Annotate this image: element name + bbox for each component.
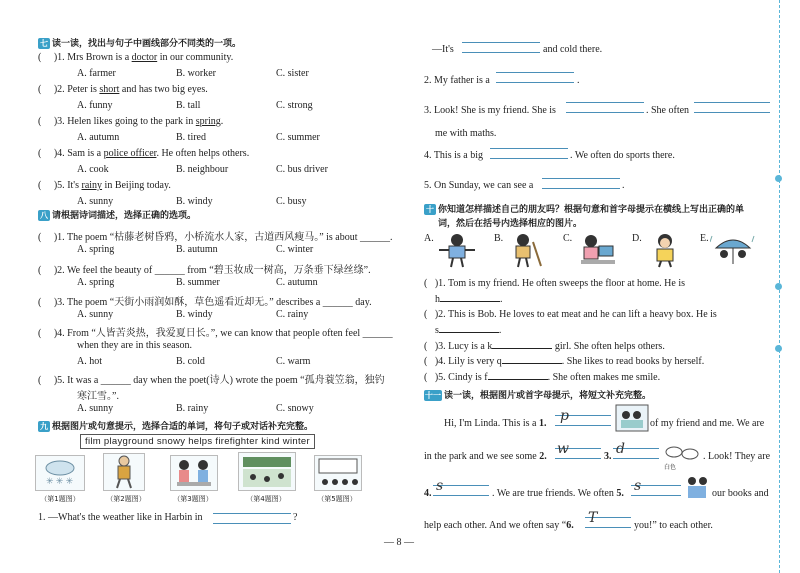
item-text: )4. Lily is very q <box>434 356 502 367</box>
question-text: . He often helps others. <box>156 148 250 159</box>
underlined-word: short <box>99 84 120 95</box>
reading-girl-icon <box>573 232 619 268</box>
question-8-5: ( )5. It was a ______ day when the poet(诗人) wrote the poem “孤舟蓑笠翁，独钓 <box>38 375 385 386</box>
question-text: )1. The poem “枯藤老树昏鸦，小桥流水人家，古道西风瘦马。” is about ______. <box>53 232 393 243</box>
punctuation: . <box>498 325 502 336</box>
question-9-4: 4. This is a big <box>424 150 483 161</box>
punctuation: ? <box>293 512 298 523</box>
answer-paren[interactable]: ( <box>38 148 42 159</box>
question-7-1 <box>38 52 233 63</box>
cinema-icon <box>315 456 361 490</box>
section-10-heading <box>424 202 744 215</box>
picture-helping <box>170 455 218 491</box>
answer-paren[interactable]: ( <box>38 52 42 63</box>
option-c[interactable]: C. strong <box>276 100 313 111</box>
option-c[interactable]: C. autumn <box>276 277 318 288</box>
question-number: )4. <box>53 148 65 159</box>
question-9-2: 2. My father is a <box>424 75 490 86</box>
underlined-word: rainy <box>81 180 103 191</box>
option-c[interactable]: C. bus driver <box>276 164 328 175</box>
picture-label-d: D. <box>632 233 642 244</box>
answer-line[interactable] <box>490 148 568 159</box>
question-text: )4. From “人皆苦炎热，我爱夏日长。”, we can know that people often feel ______ <box>53 328 393 339</box>
question-7-2 <box>38 84 208 95</box>
option-b[interactable]: B. summer <box>176 277 220 288</box>
binding-hole <box>775 345 782 352</box>
sharing-books-icon <box>683 474 711 502</box>
section-11-heading <box>424 388 651 401</box>
page-number: — 8 — <box>384 537 414 548</box>
question-7-4 <box>38 148 249 159</box>
question-9-4-end: . We often do sports there. <box>570 150 675 161</box>
svg-text:✳ ✳ ✳: ✳ ✳ ✳ <box>46 476 74 486</box>
underlined-word: spring <box>195 116 221 127</box>
passage-line-3 <box>492 488 624 499</box>
question-7-3 <box>38 116 223 127</box>
section-title-cont: 词，然后在括号内选择相应的图片。 <box>438 219 583 229</box>
picture-label-a: A. <box>424 233 434 244</box>
two-kids-icon <box>171 456 217 490</box>
question-text: 1. —What's the weather like in Harbin in <box>38 512 203 523</box>
item-10-1: ( )1. Tom is my friend. He often sweeps the floor at home. He is <box>424 278 686 289</box>
option-c[interactable]: C. warm <box>276 356 311 367</box>
section-number: 八 <box>40 211 48 220</box>
hint-letter: w <box>557 441 569 457</box>
answer-blank[interactable] <box>502 363 562 364</box>
passage-text: in the park and we see some <box>424 451 537 462</box>
question-number: )3. <box>53 116 65 127</box>
question-text: Sam is a <box>67 148 104 159</box>
passage-text: Hi, I'm Linda. This is a <box>444 418 537 429</box>
option-a[interactable]: A. spring <box>77 244 115 255</box>
underlined-word: police officer <box>103 148 157 159</box>
item-text: )3. Lucy is a k <box>434 341 493 352</box>
question-text: )2. We feel the beauty of ______ from “碧玉妆成一树高，万条垂下绿丝绦”. <box>53 265 371 276</box>
option-b[interactable]: B. autumn <box>176 244 218 255</box>
binding-hole <box>775 175 782 182</box>
umbrella-kids-icon <box>710 232 756 268</box>
section-number: 九 <box>40 422 48 431</box>
hint-letter: d <box>616 441 625 457</box>
punctuation: . <box>500 294 503 305</box>
option-a[interactable]: A. autumn <box>77 132 120 143</box>
question-9-3-mid: . She often <box>646 105 690 116</box>
sweeping-boy-icon <box>503 232 549 268</box>
white-ducks-icon <box>662 437 702 465</box>
question-text: and has two big eyes. <box>119 84 208 95</box>
hint-letter: s <box>634 478 642 494</box>
option-b[interactable]: B. rainy <box>176 403 209 414</box>
item-10-4: ( )4. Lily is very q . She likes to read books by herself. <box>424 356 705 367</box>
option-b[interactable]: B. tall <box>176 100 201 111</box>
question-8-3: ( )3. The poem “天街小雨润如酥，草色遥看近却无。” describes a ______ day. <box>38 297 372 308</box>
section-title: 根据图片或句意提示，选择合适的单词，将句子或对话补充完整。 <box>52 422 314 432</box>
strong-boy-icon <box>434 232 480 268</box>
section-7-heading <box>38 36 241 49</box>
question-9-3-end: me with maths. <box>435 128 497 139</box>
first-letter: h <box>435 294 440 305</box>
option-c[interactable]: C. snowy <box>276 403 314 414</box>
option-b[interactable]: B. tired <box>176 132 206 143</box>
option-a[interactable]: A. hot <box>77 356 102 367</box>
punctuation: . <box>622 180 625 191</box>
item-text: girl. She often helps others. <box>554 341 665 352</box>
passage-line-1 <box>444 418 546 429</box>
option-a[interactable]: A. farmer <box>77 68 116 79</box>
item-10-5: ( )5. Cindy is f . She often makes me smile. <box>424 372 661 383</box>
option-c[interactable]: C. rainy <box>276 309 309 320</box>
option-c[interactable]: C. summer <box>276 132 320 143</box>
option-b[interactable]: B. neighbour <box>176 164 229 175</box>
picture-film <box>314 455 362 491</box>
question-number: )1. <box>53 52 65 63</box>
answer-blank[interactable] <box>488 379 548 380</box>
caption-3: （第3题图） <box>173 495 213 503</box>
passage-line-2 <box>424 451 547 462</box>
question-text-cont: when they are in this season. <box>77 340 192 351</box>
passage-line-1-end: of my friend and me. We are <box>650 418 765 429</box>
answer-line[interactable] <box>462 42 540 53</box>
section-8-heading <box>38 208 196 221</box>
question-text: in Beijing today. <box>102 180 171 191</box>
answer-line[interactable] <box>694 102 770 113</box>
section-number: 十一 <box>425 391 441 400</box>
picture-label-b: B. <box>494 233 504 244</box>
question-text: It's <box>67 180 82 191</box>
option-a[interactable]: A. funny <box>77 100 113 111</box>
option-a[interactable]: A. spring <box>77 277 115 288</box>
passage-line-4 <box>424 520 574 531</box>
question-7-5 <box>38 180 171 191</box>
answer-paren[interactable]: ( <box>38 84 42 95</box>
punctuation: . <box>577 75 580 86</box>
picture-label-e: E. <box>700 233 709 244</box>
question-number: )2. <box>53 84 65 95</box>
question-text: )5. It was a ______ day when the poet(诗人) wrote the poem “孤舟蓑笠翁，独钓 <box>53 375 385 386</box>
section-number: 十 <box>426 205 434 214</box>
question-8-1: ( )1. The poem “枯藤老树昏鸦，小桥流水人家，古道西风瘦马。” is about ______. <box>38 232 393 243</box>
playground-icon <box>239 453 295 490</box>
answer-paren[interactable]: ( <box>38 116 42 127</box>
blank-number: 3. <box>604 451 612 462</box>
answer-blank[interactable] <box>439 332 499 333</box>
question-text: . <box>220 116 224 127</box>
option-c[interactable]: C. busy <box>276 196 307 207</box>
blank-number: 1. <box>538 418 547 429</box>
item-10-3: ( )3. Lucy is a k girl. She often helps others. <box>424 341 665 352</box>
caption-5: （第5题图） <box>317 495 357 503</box>
first-letter: s <box>435 325 439 336</box>
question-8-4: ( )4. From “人皆苦炎热，我爱夏日长。”, we can know that people often feel ______ <box>38 328 393 339</box>
item-10-2: ( )2. This is Bob. He loves to eat meat and he can lift a heavy box. He is <box>424 309 717 320</box>
option-c[interactable]: C. sister <box>276 68 309 79</box>
answer-line[interactable] <box>542 178 620 189</box>
snow-cloud-icon <box>36 456 84 490</box>
section-title: 你知道怎样描述自己的朋友吗？根据句意和首字母提示在横线上写出正确的单 <box>438 205 745 215</box>
caption-4: （第4题图） <box>246 495 286 503</box>
passage-line-2-end: . Look! They are <box>703 451 771 462</box>
option-a[interactable]: A. sunny <box>77 403 114 414</box>
section-9-heading <box>38 419 313 432</box>
picture-label-c: C. <box>563 233 573 244</box>
underlined-word: doctor <box>131 52 158 63</box>
photo-icon <box>615 404 649 432</box>
passage-text: . We are true friends. We often <box>492 488 614 499</box>
smiling-girl-icon <box>642 232 688 268</box>
item-text: . She often makes me smile. <box>547 372 661 383</box>
question-text: in our community. <box>157 52 234 63</box>
picture-playground <box>238 452 296 491</box>
picture-firefighter <box>103 453 145 491</box>
reply-9-1-end: and cold there. <box>543 44 603 55</box>
answer-line[interactable] <box>213 513 291 524</box>
passage-line-3-end: our books and <box>712 488 769 499</box>
question-9-1 <box>38 512 203 523</box>
option-a[interactable]: A. sunny <box>77 309 114 320</box>
item-text: )1. Tom is my friend. He often sweeps the floor at home. He is <box>434 278 686 289</box>
answer-blank[interactable] <box>492 348 552 349</box>
picture-snowy-weather <box>35 455 85 491</box>
question-number: )5. <box>53 180 65 191</box>
option-c[interactable]: C. winter <box>276 244 314 255</box>
answer-paren[interactable]: ( <box>38 180 42 191</box>
question-text: )3. The poem “天街小雨润如酥，草色遥看近却无。” describes a ______ day. <box>53 297 372 308</box>
option-b[interactable]: B. cold <box>176 356 205 367</box>
item-10-1-hint <box>435 294 503 305</box>
item-text: . She likes to read books by herself. <box>561 356 705 367</box>
question-8-2: ( )2. We feel the beauty of ______ from “碧玉妆成一树高，万条垂下绿丝绦”. <box>38 265 371 276</box>
question-text: Mrs Brown is a <box>67 52 132 63</box>
caption-2: （第2题图） <box>106 495 146 503</box>
item-text: )2. This is Bob. He loves to eat meat and he can lift a heavy box. He is <box>434 309 717 320</box>
hint-letter: T <box>588 510 598 526</box>
section-title: 读一读，根据图片或首字母提示，将短文补充完整。 <box>444 391 652 401</box>
word-bank: film playground snowy helps firefighter kind winter <box>80 434 315 449</box>
section-title: 读一读，找出与句子中画线部分不同类的一项。 <box>52 39 242 49</box>
option-b[interactable]: B. windy <box>176 309 213 320</box>
option-a[interactable]: A. cook <box>77 164 109 175</box>
blank-number: 4. <box>424 488 432 499</box>
answer-blank[interactable] <box>440 301 500 302</box>
reply-9-1-start: —It's <box>432 44 454 55</box>
option-b[interactable]: B. worker <box>176 68 216 79</box>
question-9-3: 3. Look! She is my friend. She is <box>424 105 556 116</box>
blank-number: 2. <box>539 451 547 462</box>
option-b[interactable]: B. windy <box>176 196 213 207</box>
answer-line[interactable] <box>566 102 644 113</box>
question-text: Helen likes going to the park in <box>67 116 196 127</box>
option-a[interactable]: A. sunny <box>77 196 114 207</box>
blank-number: 6. <box>566 520 574 531</box>
item-10-2-hint <box>435 325 501 336</box>
passage-text: help each other. And we often say “ <box>424 520 567 531</box>
person-icon <box>104 454 144 490</box>
binding-hole <box>775 283 782 290</box>
blank-number: 5. <box>616 488 624 499</box>
question-text-cont: 寒江雪。”. <box>77 391 119 402</box>
question-9-5: 5. On Sunday, we can see a <box>424 180 534 191</box>
hint-letter: s <box>436 478 444 494</box>
answer-line[interactable] <box>496 72 574 83</box>
picture-note: 白色 <box>664 465 677 471</box>
section-title: 请根据诗词描述，选择正确的选项。 <box>52 211 197 221</box>
question-text: Peter is <box>67 84 100 95</box>
section-number: 七 <box>40 39 48 48</box>
passage-line-4-end: you!” to each other. <box>634 520 713 531</box>
caption-1: （第1题图） <box>40 495 80 503</box>
item-text: )5. Cindy is f <box>434 372 488 383</box>
hint-letter: p <box>560 408 569 424</box>
